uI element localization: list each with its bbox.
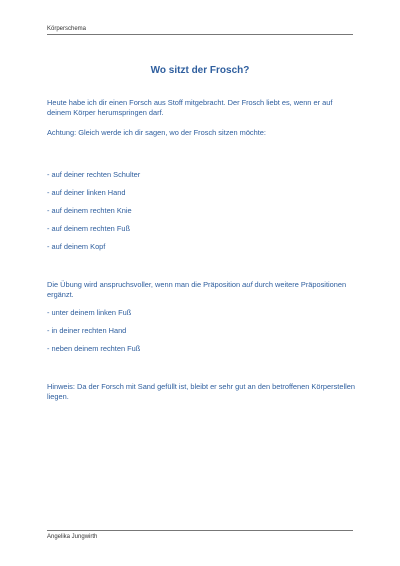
variation-paragraph bbox=[47, 280, 357, 300]
page-title: Wo sitzt der Frosch? bbox=[150, 65, 250, 76]
list-item: - auf deinem Kopf bbox=[47, 242, 106, 251]
list-item: - auf deiner linken Hand bbox=[47, 188, 126, 197]
list-item: - unter deinem linken Fuß bbox=[47, 308, 132, 317]
page-header: Körperschema bbox=[47, 26, 87, 32]
variation-text-before: Die Übung wird anspruchsvoller, wenn man die Präposition bbox=[47, 280, 243, 289]
header-divider bbox=[47, 34, 353, 35]
variation-emphasis: auf bbox=[242, 280, 253, 289]
instruction-paragraph: Achtung: Gleich werde ich dir sagen, wo der Frosch sitzen möchte: bbox=[47, 128, 266, 137]
hint-paragraph: Hinweis: Da der Forsch mit Sand gefüllt ist, bleibt er sehr gut an den betroffenen Körperstellen liegen. bbox=[47, 382, 355, 401]
list-item: - neben deinem rechten Fuß bbox=[47, 344, 141, 353]
intro-paragraph: Heute habe ich dir einen Forsch aus Stoff mitgebracht. Der Frosch liebt es, wenn er auf deinem Körper herumspringen darf. bbox=[47, 98, 333, 117]
variation-text-after: durch weitere Präpositionen ergänzt. bbox=[47, 280, 347, 299]
list-item: - auf deinem rechten Fuß bbox=[47, 224, 130, 233]
list-item: - auf deiner rechten Schulter bbox=[47, 170, 141, 179]
list-item: - in deiner rechten Hand bbox=[47, 326, 127, 335]
page-footer: Angelika Jungwirth bbox=[47, 534, 98, 540]
footer-divider bbox=[47, 530, 353, 531]
list-item: - auf deinem rechten Knie bbox=[47, 206, 132, 215]
